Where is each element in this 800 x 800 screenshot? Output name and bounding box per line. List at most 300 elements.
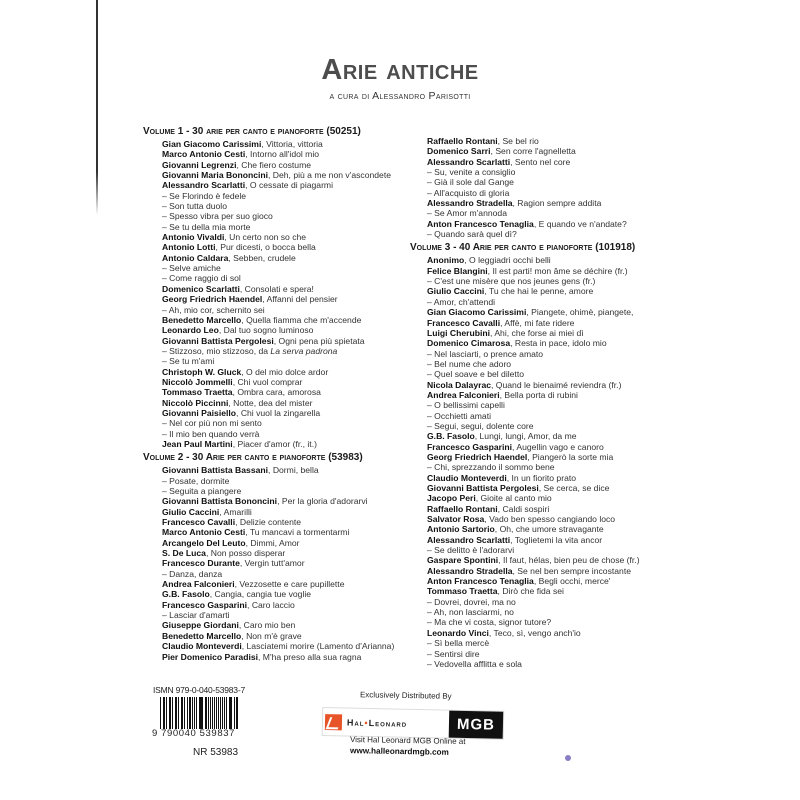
- logo-hal-text: Hal: [346, 717, 365, 728]
- aria-title: Ombra cara, amorosa: [237, 387, 321, 398]
- aria-title: Affanni del pensier: [266, 294, 338, 305]
- aria-title: Dimmi, Amor: [250, 537, 300, 548]
- aria-title: – Dovrei, dovrei, ma no: [427, 596, 516, 607]
- aria-title: Piangete, ohimè, piangete,: [531, 307, 634, 318]
- aria-title: Vittoria, vittoria: [266, 139, 323, 149]
- composer-name: Claudio Monteverdi: [427, 472, 507, 483]
- distributor-label: Exclusively Distributed By: [359, 690, 452, 701]
- composer-name: Antonio Vivaldi: [162, 232, 225, 243]
- contents-entry: S. De Luca, Non posso disperar: [162, 548, 286, 559]
- composer-name: Niccolò Jommelli: [162, 376, 233, 387]
- contents-entry: Alessandro Scarlatti, Sento nel core: [427, 156, 571, 167]
- composer-name: Niccolò Piccinni: [162, 397, 229, 408]
- aria-title: – Ah, non lasciarmi, no: [427, 607, 514, 618]
- composer-name: Alessandro Stradella: [427, 198, 513, 209]
- aria-title: Intorno all'idol mio: [250, 149, 320, 160]
- contents-entry: Francesco Gasparini, Augellin vago e canoro: [427, 441, 604, 452]
- contents-entry: [143, 211, 394, 221]
- aria-title: Ragion sempre addita: [517, 198, 602, 209]
- contents-entry: [143, 569, 394, 579]
- composer-name: Tommaso Traetta: [162, 387, 233, 398]
- contents-entry: [143, 201, 394, 211]
- aria-title: – Se tu m'ami: [162, 356, 215, 367]
- aria-title: Dormi, bella: [272, 465, 319, 476]
- barcode-bar: [184, 697, 185, 729]
- contents-column-right: [410, 136, 640, 669]
- composer-name: Francesco Gasparini: [427, 441, 513, 452]
- composer-name: Anonimo: [427, 255, 465, 266]
- contents-entry: [410, 649, 640, 659]
- contents-entry: [143, 429, 394, 439]
- contents-entry: Gian Giacomo Carissimi, Vittoria, vittoria: [162, 139, 323, 149]
- contents-entry: Francesco Gasparini, Caro laccio: [162, 599, 295, 610]
- opera-title: La serva padrona: [270, 345, 338, 356]
- contents-entry: Domenico Scarlatti, Consolati e spera!: [162, 283, 314, 294]
- aria-title: Ogni pena più spietata: [278, 335, 365, 346]
- barcode: [160, 697, 240, 729]
- contents-entry: Leonardo Leo, Dal tuo sogno luminoso: [162, 325, 314, 336]
- contents-entry: Alessandro Scarlatti, Toglietemi la vita ancor: [427, 534, 603, 545]
- composer-name: Antonio Lotti: [162, 242, 216, 253]
- contents-entry: Alessandro Stradella, Ragion sempre addita: [427, 198, 602, 209]
- contents-entry: Anonimo, O leggiadri occhi belli: [427, 255, 551, 266]
- aria-title: – Amor, ch'attendi: [427, 296, 496, 307]
- contents-entry: [410, 349, 640, 359]
- contents-entry: Andrea Falconieri, Vezzosette e care pupillette: [162, 579, 345, 590]
- aria-title: Toglietemi la vita ancor: [514, 534, 603, 545]
- contents-entry: [410, 607, 640, 617]
- contents-entry: [143, 222, 394, 232]
- contents-entry: Antonio Caldara, Sebben, crudele: [162, 252, 296, 263]
- aria-title: – Occhietti amati: [427, 410, 491, 421]
- contents-entry: Benedetto Marcello, Quella fiamma che m'accende: [162, 314, 362, 325]
- contents-entry: [410, 400, 640, 410]
- composer-name: Francesco Cavalli: [427, 317, 501, 328]
- aria-title: Bella porta di rubini: [504, 389, 578, 400]
- barcode-bar: [206, 697, 207, 729]
- composer-name: Jean Paul Martini: [162, 438, 233, 449]
- aria-title: – Ma che vi costa, signor tutore?: [427, 617, 552, 628]
- composer-name: Antonio Sartorio: [427, 524, 495, 535]
- barcode-bar: [231, 697, 232, 729]
- aria-title: Chi vuol comprar: [237, 376, 303, 387]
- contents-entry: [143, 356, 394, 366]
- contents-entry: [410, 208, 640, 218]
- contents-entry: [143, 273, 394, 283]
- composer-name: Francesco Durante: [162, 558, 240, 569]
- contents-entry: [410, 177, 640, 187]
- composer-name: Andrea Falconieri: [427, 389, 500, 400]
- aria-title: Consolati e spera!: [244, 283, 314, 294]
- barcode-bar: [222, 697, 223, 729]
- aria-title: Per la gloria d'adorarvi: [281, 496, 368, 507]
- contents-entry: [410, 462, 640, 472]
- composer-name: Andrea Falconieri: [162, 579, 235, 590]
- composer-name: Gaspare Spontini: [427, 555, 499, 566]
- aria-title: – Selve amiche: [162, 263, 221, 274]
- composer-name: Christoph W. Gluck: [162, 366, 242, 377]
- contents-entry: Giovanni Legrenzi, Che fiero costume: [162, 159, 312, 170]
- composer-name: Gian Giacomo Carissimi: [162, 139, 262, 149]
- barcode-bar: [166, 697, 167, 729]
- aria-title: Ahi, che forse ai miei dì: [494, 327, 584, 338]
- aria-title: Se nel ben sempre incostante: [517, 565, 631, 576]
- contents-entry: Leonardo Vinci, Teco, sì, vengo anch'io: [427, 627, 581, 638]
- aria-title: – Quando sarà quel dì?: [427, 229, 517, 240]
- contents-entry: Alessandro Stradella, Se nel ben sempre incostante: [427, 565, 631, 576]
- composer-name: Pier Domenico Paradisi: [162, 651, 258, 662]
- composer-name: Alessandro Scarlatti: [162, 180, 246, 191]
- contents-entry: Giovanni Paisiello, Chi vuol la zingarella: [162, 407, 321, 418]
- logo-leonard-text: Leonard: [368, 717, 408, 729]
- barcode-bar: [237, 697, 238, 729]
- contents-column-left: [143, 125, 394, 662]
- aria-title: – C'est une misère que nos jeunes gens (fr.): [427, 276, 596, 287]
- barcode-bar: [212, 697, 213, 729]
- contents-entry: Giulio Caccini, Tu che hai le penne, amore: [427, 286, 594, 297]
- barcode-bar: [182, 697, 183, 729]
- composer-name: Anton Francesco Tenaglia: [427, 218, 534, 229]
- aria-title: Vado ben spesso cangiando loco: [489, 514, 616, 525]
- contents-entry: Andrea Falconieri, Bella porta di rubini: [427, 389, 578, 400]
- composer-name: Anton Francesco Tenaglia: [427, 576, 534, 587]
- aria-title: Notte, dea del mister: [233, 397, 313, 408]
- aria-title: Teco, sì, vengo anch'io: [493, 627, 581, 638]
- composer-name: Leonardo Leo: [162, 325, 219, 336]
- contents-entry: Raffaello Rontani, Se bel rio: [427, 136, 539, 146]
- composer-name: Giovanni Legrenzi: [162, 159, 237, 170]
- contents-entry: [410, 597, 640, 607]
- aria-title: M'ha preso alla sua ragna: [262, 651, 362, 662]
- composer-name: Raffaello Rontani: [427, 136, 498, 146]
- hal-leonard-logo-icon: [325, 714, 342, 730]
- visit-text: Visit Hal Leonard MGB Online at: [349, 734, 466, 747]
- ismn-label: ISMN 979-0-040-53983-7: [153, 685, 245, 695]
- contents-entry: Gaspare Spontini, Il faut, hélas, bien peu de chose (fr.): [427, 555, 640, 566]
- contents-entry: [410, 369, 640, 379]
- contents-entry: [143, 191, 394, 201]
- aria-title: Dal tuo sogno luminoso: [223, 325, 314, 336]
- aria-title: – Vedovella afflitta e sola: [427, 658, 522, 669]
- composer-name: Benedetto Marcello: [162, 314, 242, 325]
- contents-entry: Francesco Durante, Vergin tutt'amor: [162, 558, 305, 569]
- contents-entry: [410, 276, 640, 286]
- aria-title: – Su, venite a consiglio: [427, 167, 516, 178]
- contents-entry: Giovanni Battista Pergolesi, Se cerca, se dice: [427, 483, 610, 493]
- aria-title: Il est parti! mon âme se déchire (fr.): [492, 265, 628, 276]
- aria-title: – Come raggio di sol: [162, 273, 241, 284]
- contents-entry: Pier Domenico Paradisi, M'ha preso alla sua ragna: [162, 651, 362, 662]
- aria-title: Quella fiamma che m'accende: [246, 314, 362, 325]
- contents-entry: Giovanni Battista Bassani, Dormi, bella: [162, 465, 319, 476]
- composer-name: Giovanni Battista Pergolesi: [162, 335, 274, 346]
- aria-title: Augellin vago e canoro: [516, 441, 604, 452]
- composer-name: Felice Blangini: [427, 265, 488, 276]
- composer-name: S. De Luca: [162, 548, 206, 559]
- aria-title: Pur dicesti, o bocca bella: [220, 242, 316, 253]
- aria-title: E quando ve n'andate?: [538, 218, 627, 229]
- contents-entry: Benedetto Marcello, Non m'è grave: [162, 630, 302, 641]
- aria-title: Un certo non so che: [229, 232, 307, 243]
- aria-title: O del mio dolce ardor: [246, 366, 329, 377]
- contents-entry: Luigi Cherubini, Ahi, che forse ai miei dì: [427, 327, 584, 338]
- barcode-bar: [218, 697, 219, 729]
- contents-entry: [143, 486, 394, 496]
- contents-entry: [410, 617, 640, 627]
- contents-entry: [143, 305, 394, 315]
- composer-name: G.B. Fasolo: [162, 589, 210, 600]
- aria-title: – Danza, danza: [162, 568, 223, 579]
- composer-name: Luigi Cherubini: [427, 327, 491, 338]
- contents-entry: Jean Paul Martini, Piacer d'amor (fr., it.): [162, 438, 317, 449]
- contents-entry: Antonio Lotti, Pur dicesti, o bocca bella: [162, 242, 316, 253]
- composer-name: G.B. Fasolo: [427, 431, 475, 442]
- contents-entry: [410, 167, 640, 177]
- barcode-bar: [170, 697, 171, 729]
- contents-entry: [143, 263, 394, 273]
- contents-entry: G.B. Fasolo, Cangia, cangia tue voglie: [162, 589, 312, 600]
- aria-title: Quand le bienaimé reviendra (fr.): [495, 379, 622, 390]
- aria-title: – Nel lasciarti, o prence amato: [427, 348, 544, 359]
- aria-title: Caldi sospiri: [502, 503, 550, 514]
- aria-title: Che fiero costume: [241, 159, 312, 170]
- contents-entry: Giovanni Battista Bononcini, Per la gloria d'adorarvi: [162, 496, 368, 507]
- composer-name: Raffaello Rontani: [427, 503, 498, 514]
- composer-name: Alessandro Stradella: [427, 565, 513, 576]
- aria-title: Begli occhi, merce': [538, 576, 611, 587]
- volume-header: Volume 3 - 40 Arie per canto e pianoforte (101918): [410, 242, 636, 254]
- aria-title: Chi vuol la zingarella: [240, 407, 321, 418]
- contents-entry: [410, 659, 640, 669]
- page-title: [0, 54, 800, 87]
- composer-name: Giovanni Paisiello: [162, 407, 237, 418]
- aria-title: – Nel cor più non mi sento: [162, 418, 262, 429]
- aria-title: Caro mio ben: [243, 620, 296, 631]
- aria-title: Vezzosette e care pupillette: [239, 579, 345, 590]
- barcode-bar: [160, 697, 161, 729]
- contents-entry: Niccolò Piccinni, Notte, dea del mister: [162, 397, 313, 408]
- page-subtitle: a cura di Alessandro Parisotti: [329, 90, 471, 102]
- aria-title: O cessate di piagarmi: [249, 180, 333, 191]
- contents-entry: G.B. Fasolo, Lungi, lungi, Amor, da me: [427, 431, 577, 442]
- aria-title: – Seguita a piangere: [162, 486, 242, 496]
- barcode-bar: [224, 697, 225, 729]
- logo-wordmark: [347, 717, 407, 728]
- contents-entry: Georg Friedrich Haendel, Affanni del pensier: [162, 294, 338, 305]
- logo-mgb-box: MGB: [449, 711, 504, 739]
- aria-title: Piangerò la sorte mia: [532, 451, 614, 462]
- aria-title: – Se delitto è l'adorarvi: [427, 545, 515, 556]
- aria-title: Caro laccio: [251, 599, 295, 610]
- aria-title: Amarilli: [223, 506, 252, 517]
- aria-title: Cangia, cangia tue voglie: [214, 589, 312, 600]
- contents-entry: [143, 610, 394, 620]
- composer-name: Antonio Caldara: [162, 252, 229, 263]
- contents-entry: [410, 638, 640, 648]
- aria-title: Dirò che fida sei: [502, 586, 564, 597]
- aria-title: – Sì bella mercè: [427, 638, 490, 649]
- contents-entry: Giovanni Battista Pergolesi, Ogni pena più spietata: [162, 335, 365, 346]
- composer-name: Jacopo Peri: [427, 493, 476, 504]
- composer-name: Domenico Scarlatti: [162, 283, 240, 294]
- contents-entry: Giuseppe Giordani, Caro mio ben: [162, 620, 296, 631]
- contents-entry: Christoph W. Gluck, O del mio dolce ardor: [162, 366, 329, 377]
- contents-entry: Francesco Cavalli, Delizie contente: [162, 517, 302, 528]
- aria-title: Sen corre l'agnelletta: [495, 146, 576, 157]
- composer-name: Giovanni Battista Bassani: [162, 465, 269, 476]
- barcode-bar: [176, 697, 177, 729]
- printer-logo-icon: [565, 755, 571, 761]
- contents-entry: Marco Antonio Cesti, Tu mancavi a tormentarmi: [162, 527, 350, 538]
- contents-entry: Gian Giacomo Carissimi, Piangete, ohimè, piangete,: [427, 307, 634, 318]
- contents-entry: Claudio Monteverdi, Lasciatemi morire (Lamento d'Arianna): [162, 641, 395, 652]
- aria-title: – Se Florindo è fedele: [162, 190, 247, 201]
- composer-name: Benedetto Marcello: [162, 630, 242, 641]
- aria-title: Lungi, lungi, Amor, da me: [479, 431, 577, 442]
- aria-title: Sento nel core: [514, 156, 571, 167]
- aria-title: O leggiadri occhi belli: [469, 255, 551, 266]
- contents-entry: [143, 476, 394, 486]
- aria-title: Non posso disperar: [210, 548, 286, 559]
- composer-name: Giovanni Maria Bononcini: [162, 170, 268, 181]
- contents-entry: Anton Francesco Tenaglia, Begli occhi, merce': [427, 576, 611, 587]
- aria-title: – Se Amor m'annoda: [427, 208, 507, 219]
- composer-name: Marco Antonio Cesti: [162, 527, 246, 538]
- contents-entry: Nicola Dalayrac, Quand le bienaimé reviendra (fr.): [427, 379, 622, 390]
- contents-entry: [410, 421, 640, 431]
- contents-entry: Alessandro Scarlatti, O cessate di piagarmi: [162, 180, 333, 191]
- aria-title: Resta in pace, idolo mio: [514, 338, 607, 349]
- aria-title: – Son tutta duolo: [162, 201, 227, 212]
- aria-title: – Sentirsi dire: [427, 648, 480, 659]
- contents-entry: Antonio Vivaldi, Un certo non so che: [162, 232, 307, 243]
- contents-entry: Marco Antonio Cesti, Intorno all'idol mio: [162, 149, 320, 160]
- composer-name: Georg Friedrich Haendel: [427, 451, 528, 462]
- composer-name: Salvator Rosa: [427, 514, 485, 525]
- contents-entry: Tommaso Traetta, Dirò che fida sei: [427, 586, 564, 597]
- contents-entry: Claudio Monteverdi, In un fiorito prato: [427, 472, 577, 483]
- contents-entry: [143, 418, 394, 428]
- page-title-text: Arie antiche: [321, 54, 479, 86]
- aria-title: – Stizzoso, mio stizzoso, da: [162, 345, 271, 356]
- aria-title: Tu mancavi a tormentarmi: [249, 527, 350, 538]
- contents-entry: Antonio Sartorio, Oh, che umore stravagante: [427, 524, 604, 535]
- aria-title: Piacer d'amor (fr., it.): [237, 438, 317, 449]
- composer-name: Alessandro Scarlatti: [427, 534, 511, 545]
- composer-name: Domenico Sarri: [427, 146, 491, 157]
- aria-title: Se cerca, se dice: [543, 483, 610, 493]
- website-url[interactable]: www.halleonardmgb.com: [349, 746, 449, 757]
- aria-title: – Il mio ben quando verrà: [162, 428, 260, 439]
- composer-name: Francesco Gasparini: [162, 599, 248, 610]
- barcode-bar: [192, 697, 193, 729]
- contents-entry: Giulio Caccini, Amarilli: [162, 506, 252, 517]
- composer-name: Nicola Dalayrac: [427, 379, 492, 390]
- composer-name: Leonardo Vinci: [427, 627, 489, 638]
- aria-title: Delizie contente: [239, 517, 302, 528]
- contents-entry: Anton Francesco Tenaglia, E quando ve n'andate?: [427, 218, 627, 229]
- aria-title: Tu che hai le penne, amore: [488, 286, 594, 297]
- contents-entry: Jacopo Peri, Gioite al canto mio: [427, 493, 552, 504]
- barcode-digits: 9 790040 539837: [152, 728, 235, 739]
- aria-title: – Lasciar d'amarti: [162, 610, 230, 621]
- aria-title: – O bellissimi capelli: [427, 400, 505, 411]
- composer-name: Georg Friedrich Haendel: [162, 294, 263, 305]
- aria-title: – Spesso vibra per suo gioco: [162, 211, 273, 222]
- aria-title: Sebben, crudele: [233, 252, 296, 263]
- composer-name: Alessandro Scarlatti: [427, 156, 511, 167]
- barcode-bar: [201, 697, 202, 729]
- contents-entry: Domenico Sarri, Sen corre l'agnelletta: [427, 146, 576, 157]
- aria-title: – Chi, sprezzando il sommo bene: [427, 462, 555, 473]
- contents-entry: Raffaello Rontani, Caldi sospiri: [427, 503, 550, 514]
- contents-entry: Felice Blangini, Il est parti! mon âme se déchire (fr.): [427, 265, 628, 276]
- composer-name: Giulio Caccini: [162, 506, 220, 517]
- contents-entry: [410, 297, 640, 307]
- aria-title: – Già il sole dal Gange: [427, 177, 514, 188]
- aria-title: Non m'è grave: [246, 630, 302, 641]
- contents-entry: Francesco Cavalli, Affè, mi fate ridere: [427, 317, 575, 328]
- contents-entry: [410, 188, 640, 198]
- contents-entry: Niccolò Jommelli, Chi vuol comprar: [162, 376, 303, 387]
- aria-title: Se bel rio: [502, 136, 539, 146]
- composer-name: Tommaso Traetta: [427, 586, 498, 597]
- composer-name: Arcangelo Del Leuto: [162, 537, 246, 548]
- composer-name: Claudio Monteverdi: [162, 641, 242, 652]
- contents-entry: Arcangelo Del Leuto, Dimmi, Amor: [162, 537, 300, 548]
- logo-dot: •: [364, 717, 369, 728]
- composer-name: Gian Giacomo Carissimi: [427, 307, 527, 318]
- aria-title: – All'acquisto di gloria: [427, 187, 510, 198]
- contents-entry: [143, 346, 394, 356]
- composer-name: Giuseppe Giordani: [162, 620, 239, 631]
- aria-title: Vergin tutt'amor: [244, 558, 305, 569]
- barcode-bar: [194, 697, 195, 729]
- aria-title: Oh, che umore stravagante: [499, 524, 604, 535]
- contents-entry: [410, 229, 640, 239]
- contents-entry: [410, 545, 640, 555]
- composer-name: Domenico Cimarosa: [427, 338, 511, 349]
- contents-entry: Giovanni Maria Bononcini, Deh, più a me non v'ascondete: [162, 170, 391, 181]
- contents-entry: Salvator Rosa, Vado ben spesso cangiando loco: [427, 514, 616, 525]
- volume-header: Volume 2 - 30 Arie per canto e pianoforte (53983): [143, 452, 363, 464]
- composer-name: Marco Antonio Cesti: [162, 149, 246, 160]
- aria-title: Affè, mi fate ridere: [504, 317, 575, 328]
- aria-title: Gioite al canto mio: [480, 493, 552, 504]
- aria-title: – Bel nume che adoro: [427, 358, 512, 369]
- composer-name: Giovanni Battista Bononcini: [162, 496, 278, 507]
- contents-entry: Georg Friedrich Haendel, Piangerò la sorte mia: [427, 451, 614, 462]
- composer-name: Giulio Caccini: [427, 286, 485, 297]
- aria-title: Il faut, hélas, bien peu de chose (fr.): [502, 555, 640, 566]
- contents-entry: [410, 411, 640, 421]
- composer-name: Giovanni Battista Pergolesi: [427, 483, 539, 493]
- aria-title: Deh, più a me non v'ascondete: [272, 170, 391, 181]
- spine-edge-line: [96, 0, 98, 215]
- aria-title: – Quel soave e bel diletto: [427, 369, 524, 380]
- contents-entry: Tommaso Traetta, Ombra cara, amorosa: [162, 387, 321, 398]
- printer-info: [565, 755, 571, 761]
- catalog-number: NR 53983: [193, 747, 239, 758]
- contents-entry: [410, 359, 640, 369]
- volume-header: Volume 1 - 30 arie per canto e pianoforte (50251): [143, 126, 361, 137]
- aria-title: – Segui, segui, dolente core: [427, 420, 534, 431]
- aria-title: In un fiorito prato: [511, 472, 577, 483]
- aria-title: – Posate, dormite: [162, 475, 230, 486]
- aria-title: – Ah, mio cor, schernito sei: [162, 304, 265, 315]
- aria-title: Lasciatemi morire (Lamento d'Arianna): [246, 641, 395, 652]
- contents-entry: Domenico Cimarosa, Resta in pace, idolo mio: [427, 338, 607, 349]
